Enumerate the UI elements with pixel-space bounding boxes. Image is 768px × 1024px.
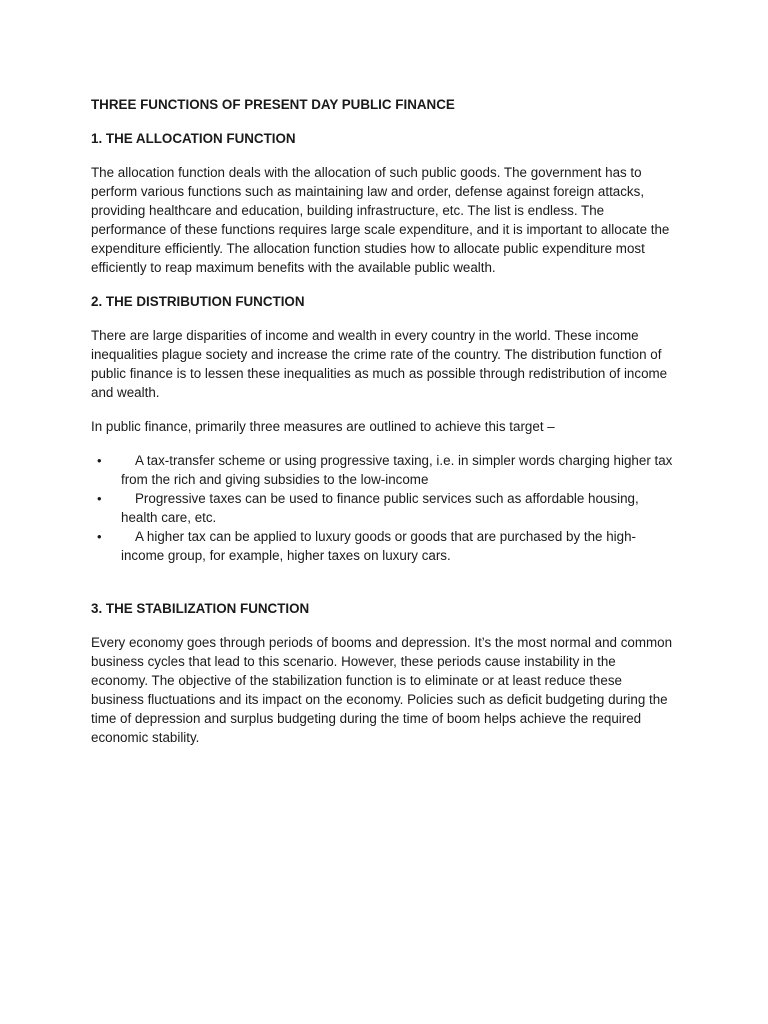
section-heading-stabilization: 3. THE STABILIZATION FUNCTION — [91, 601, 310, 616]
paragraph-allocation: The allocation function deals with the allocation of such public goods. The government has to perform various functions such as maintaining law and order, defense against foreign attacks, providing healthcare and education, building infrastructure, etc. The list is endless. The performance of these functions requires large scale expenditure, and it is important to allocate the expenditure efficiently. The allocation function studies how to allocate public expenditure most efficiently to reap maximum benefits with the available public wealth. — [91, 165, 670, 275]
bullet-icon: • — [97, 529, 102, 544]
paragraph-stabilization: Every economy goes through periods of booms and depression. It’s the most normal and common business cycles that lead to this scenario. However, these periods cause instability in the economy. The objective of the stabilization function is to eliminate or at least reduce these business fluctuations and its impact on the economy. Policies such as deficit budgeting during the time of depression and surplus budgeting during the time of boom helps achieve the required economic stability. — [91, 635, 673, 745]
measures-bullet-list — [91, 451, 676, 565]
list-item-text: Progressive taxes can be used to finance public services such as affordable housing, health care, etc. — [121, 491, 639, 525]
section-heading-allocation: 1. THE ALLOCATION FUNCTION — [91, 131, 296, 146]
document-body — [91, 95, 676, 762]
paragraph-measures-intro: In public finance, primarily three measures are outlined to achieve this target – — [91, 419, 555, 434]
bullet-icon: • — [97, 491, 102, 506]
section-heading-distribution: 2. THE DISTRIBUTION FUNCTION — [91, 294, 305, 309]
list-item-text: A higher tax can be applied to luxury goods or goods that are purchased by the high-income group, for example, higher taxes on luxury cars. — [121, 529, 636, 563]
list-item — [91, 451, 676, 489]
paragraph-distribution: There are large disparities of income and wealth in every country in the world. These income inequalities plague society and increase the crime rate of the country. The distribution function of public finance is to lessen these inequalities as much as possible through redistribution of income and wealth. — [91, 328, 668, 400]
bullet-icon: • — [97, 453, 102, 468]
list-item — [91, 489, 676, 527]
list-item-text: A tax-transfer scheme or using progressive taxing, i.e. in simpler words charging higher tax from the rich and giving subsidies to the low-income — [121, 453, 673, 487]
document-title: THREE FUNCTIONS OF PRESENT DAY PUBLIC FINANCE — [91, 97, 455, 112]
list-item — [91, 527, 676, 565]
